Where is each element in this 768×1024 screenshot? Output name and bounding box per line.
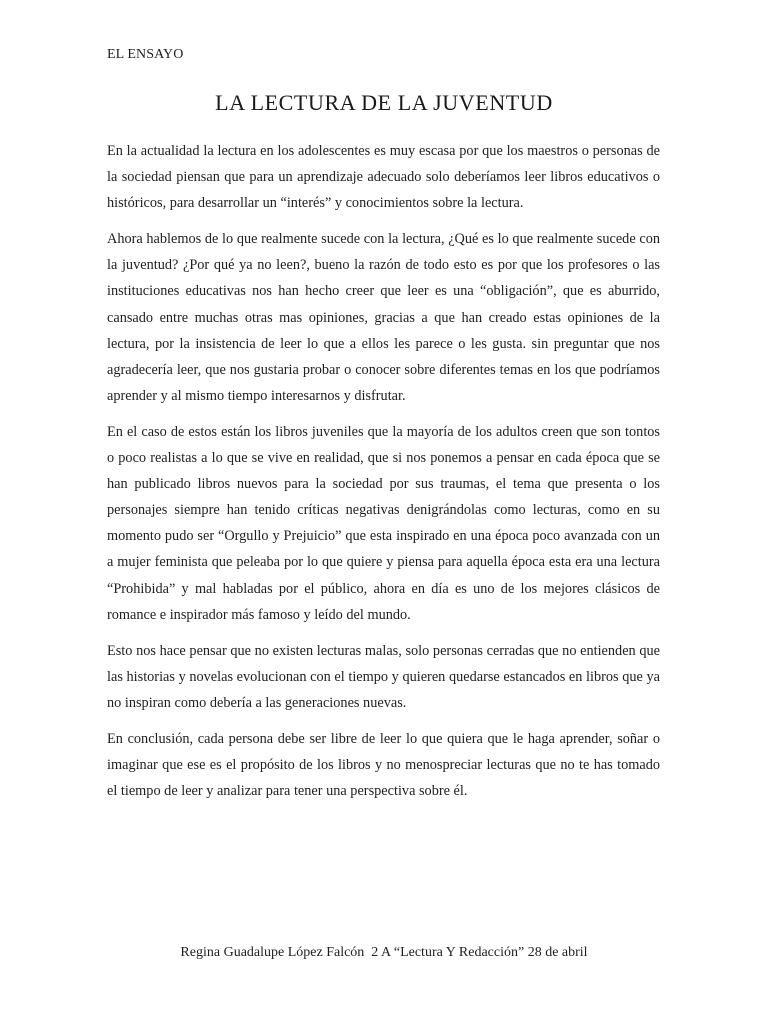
paragraph-5: En conclusión, cada persona debe ser libre de leer lo que quiera que le haga aprender, soñar o imaginar que ese es el propósito de los libros y no menospreciar lecturas que no te has tomado el tiempo de leer y analizar para tener una perspectiva sobre él. <box>107 730 660 800</box>
header-label: EL ENSAYO <box>107 47 184 62</box>
paragraph-1: En la actualidad la lectura en los adolescentes es muy escasa por que los maestros o personas de la sociedad piensan que para un aprendizaje adecuado solo deberíamos leer libros educativos o históricos, para desarrollar un “interés” y conocimientos sobre la lectura. <box>107 143 660 212</box>
paragraph-2: Ahora hablemos de lo que realmente sucede con la lectura, ¿Qué es lo que realmente sucede con la juventud? ¿Por qué ya no leen?, bueno la razón de todo esto es por que los profesores o las instituciones educativas nos han hecho creer que leer es una “obligación”, que es aburrido, cansado entre muchas otras mas opiniones, gracias a que han creado estas opiniones de la lectura, por la insistencia de leer lo que a ellos les parece o les gusta. sin preguntar que nos agradecería leer, que nos gustaria probar o conocer sobre diferentes temas en los que podríamos aprender y al mismo tiempo interesarnos y disfrutar. <box>107 231 660 404</box>
paragraph-4: Esto nos hace pensar que no existen lecturas malas, solo personas cerradas que no entienden que las historias y novelas evolucionan con el tiempo y quieren quedarse estancados en libros que ya no inspiran como debería a las generaciones nuevas. <box>107 642 660 711</box>
author-footer: Regina Guadalupe López Falcón 2 A “Lectura Y Redacción” 28 de abril <box>180 945 588 960</box>
document-title: LA LECTURA DE LA JUVENTUD <box>215 90 553 115</box>
paragraph-3: En el caso de estos están los libros juveniles que la mayoría de los adultos creen que son tontos o poco realistas a lo que se vive en realidad, que si nos ponemos a pensar en cada época que se han publicado libros nuevos para la sociedad por sus traumas, el tema que presenta o los personajes siempre han tenido críticas negativas denigrándolas como lecturas, como en su momento pudo ser “Orgullo y Prejuicio” que esta inspirado en una época poco avanzada con un a mujer feminista que peleaba por lo que quiere y piensa para aquella época esta era una lectura “Prohibida” y mal habladas por el público, ahora en día es uno de los mejores clásicos de romance e inspirador más famoso y leído del mundo. <box>107 423 660 623</box>
essay-body <box>107 138 660 814</box>
